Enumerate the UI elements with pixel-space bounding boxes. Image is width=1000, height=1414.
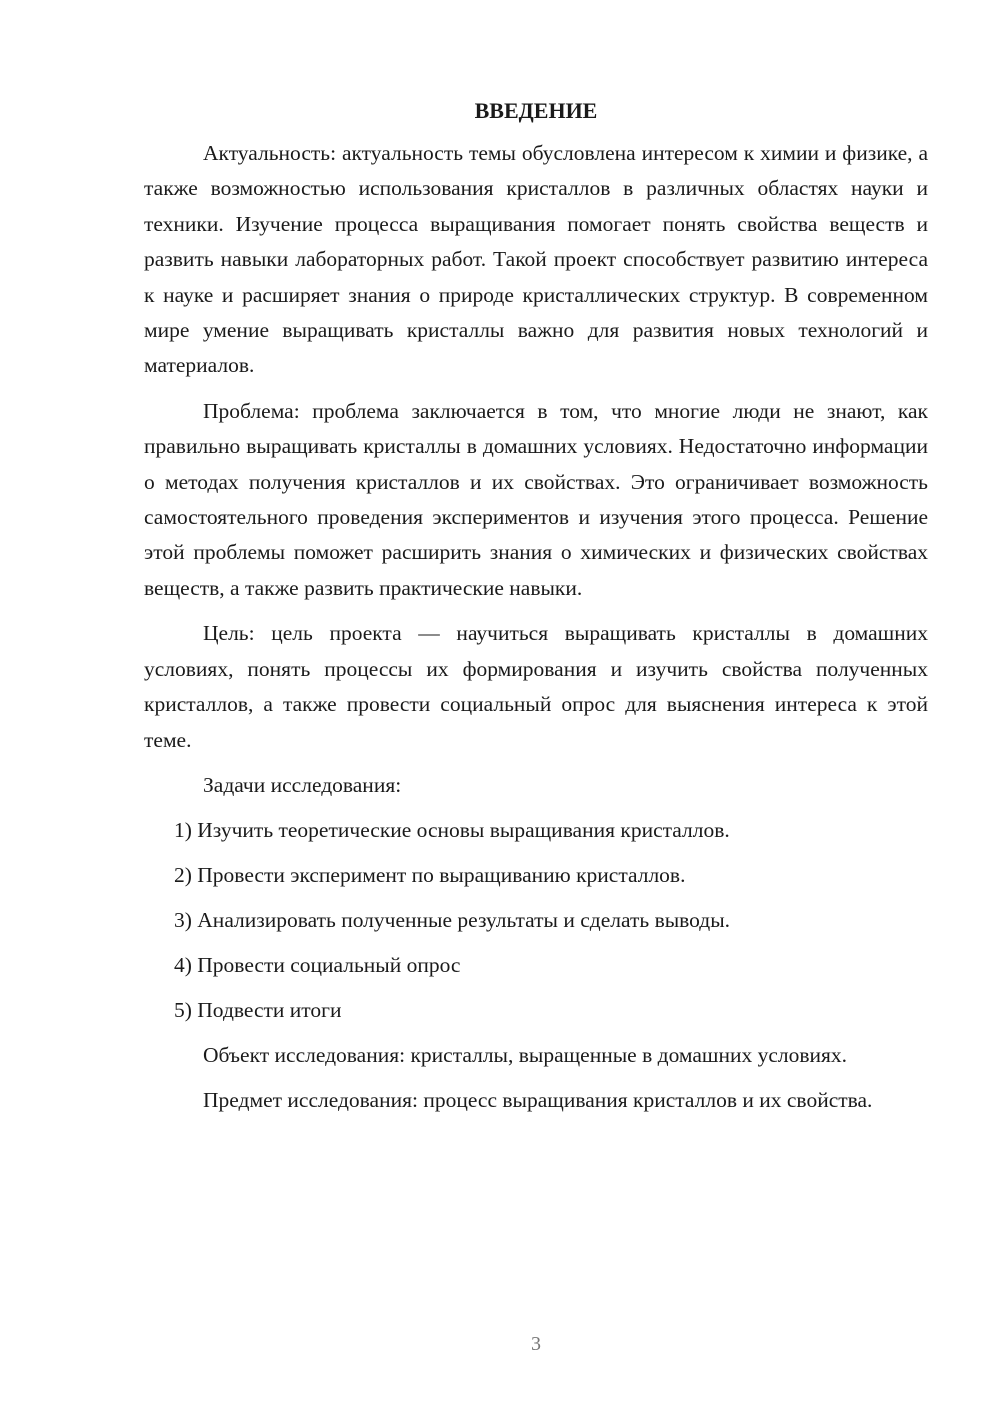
subject-paragraph: Предмет исследования: процесс выращивания кристаллов и их свойства. — [203, 1088, 873, 1113]
task-item: 1) Изучить теоретические основы выращивания кристаллов. — [174, 817, 730, 842]
document-page — [144, 96, 928, 1129]
tasks-list — [144, 813, 928, 1028]
page-number: 3 — [531, 1333, 541, 1355]
task-item: 3) Анализировать полученные результаты и сделать выводы. — [174, 907, 731, 932]
tasks-heading: Задачи исследования: — [203, 772, 402, 797]
task-item: 2) Провести эксперимент по выращиванию кристаллов. — [174, 862, 686, 887]
section-title: ВВЕДЕНИЕ — [474, 98, 598, 123]
relevance-paragraph: Актуальность: актуальность темы обусловлена интересом к химии и физике, а также возможностью использования кристаллов в различных областях науки и техники. Изучение процесса выращивания помогает понять свойства веществ и развить навыки лабораторных работ. Такой проект способствует развитию интереса к науке и расширяет знания о природе кристаллических структур. В современном мире умение выращивать кристаллы важно для развития новых технологий и материалов. — [144, 141, 928, 378]
problem-paragraph: Проблема: проблема заключается в том, что многие люди не знают, как правильно выращивать кристаллы в домашних условиях. Недостаточно информации о методах получения кристаллов и их свойствах. Это ограничивает возможность самостоятельного проведения экспериментов и изучения этого процесса. Решение этой проблемы поможет расширить знания о химических и физических свойствах веществ, а также развить практические навыки. — [144, 398, 928, 600]
goal-paragraph: Цель: цель проекта — научиться выращивать кристаллы в домашних условиях, понять процессы их формирования и изучить свойства полученных кристаллов, а также провести социальный опрос для выяснения интереса к этой теме. — [144, 621, 928, 752]
task-item: 5) Подвести итоги — [174, 997, 342, 1022]
object-paragraph: Объект исследования: кристаллы, выращенные в домашних условиях. — [203, 1042, 848, 1067]
task-item: 4) Провести социальный опрос — [174, 952, 461, 977]
